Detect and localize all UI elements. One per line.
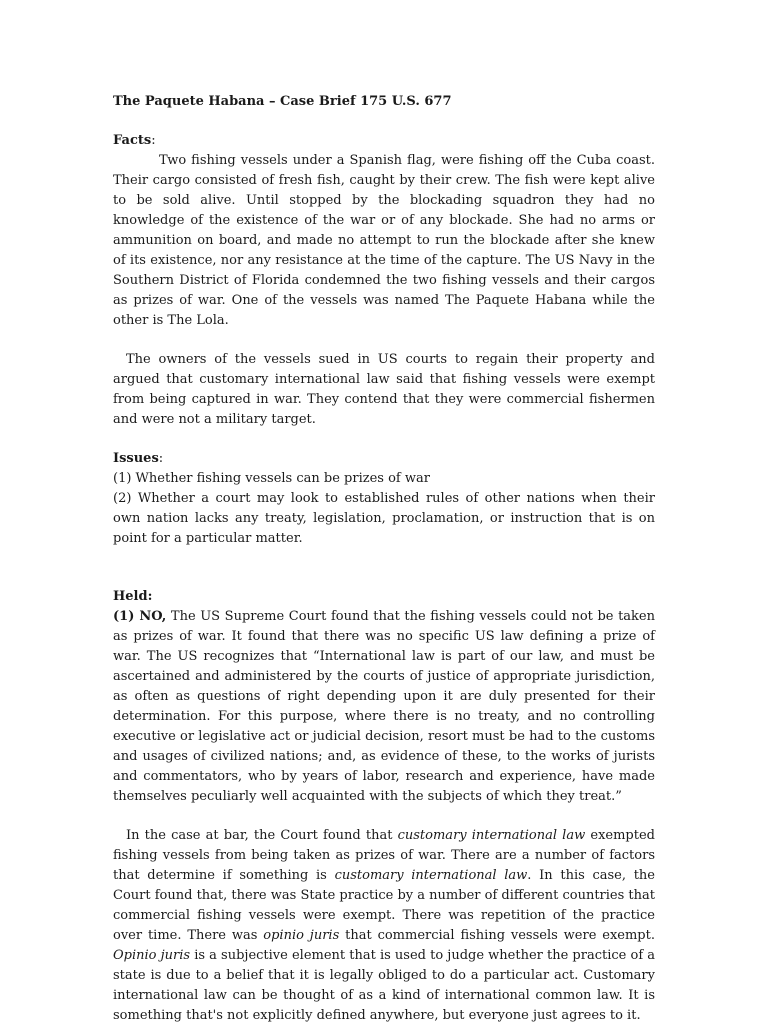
facts-heading-colon: : — [151, 133, 156, 148]
held-p2-emphasis-b: customary international law — [397, 828, 586, 843]
held-p2-part-g: that commercial fishing vessels were exempt. — [339, 928, 655, 943]
held-p2-emphasis-f: opinio juris — [263, 928, 340, 943]
held-p2-part-c: exempted fishing vessels from being taken as prizes of war. There are a number of factors that determine if something is — [113, 828, 655, 883]
facts-paragraph-2: The owners of the vessels sued in US courts to regain their property and argued that customary international law said that fishing vessels were exempt from being captured in war. They contend that they were commercial fishermen and were not a military target. — [113, 352, 655, 427]
held-p2-emphasis-d: customary international law — [334, 868, 528, 883]
held-heading: Held: — [113, 589, 153, 604]
held-paragraph-2 — [113, 826, 655, 1026]
held-p2-emphasis-h: Opinio juris — [113, 948, 191, 963]
held-paragraph-1 — [113, 607, 655, 807]
issues-heading — [113, 449, 655, 469]
document-page — [113, 92, 655, 1026]
issues-heading-colon: : — [158, 451, 164, 466]
held-answer-lead: (1) NO, — [113, 609, 167, 624]
facts-paragraph-1: Two fishing vessels under a Spanish flag, were fishing off the Cuba coast. Their cargo consisted of fresh fish, caught by their crew. The fish were kept alive to be sold alive. Until stopped by the blockading squadron they had no knowledge of the existence of the war or of any blockade. She had no arms or ammunition on board, and made no attempt to run the blockade after she knew of its existence, nor any resistance at the time of the capture. The US Navy in the Southern District of Florida condemned the two fishing vessels and their cargos as prizes of war. One of the vessels was named The Paquete Habana while the other is The Lola. — [113, 153, 655, 328]
facts-heading-text: Facts — [113, 133, 152, 148]
facts-heading — [113, 131, 655, 151]
held-paragraph-1-text: The US Supreme Court found that the fishing vessels could not be taken as prizes of war. It found that there was no specific US law defining a prize of war. The US recognizes that “International law is part of our law, and must be ascertained and administered by the courts of justice of appropriate jurisdiction, as often as questions of right depending upon it are duly presented for their determination. For this purpose, where there is no treaty, and no controlling executive or legislative act or judicial decision, resort must be had to the customs and usages of civilized nations; and, as evidence of these, to the works of jurists and commentators, who by years of labor, research and experience, have made themselves peculiarly well acquainted with the subjects of which they treat.” — [113, 609, 655, 804]
page-title: The Paquete Habana – Case Brief 175 U.S. 677 — [113, 94, 452, 109]
issue-item-1: (1) Whether fishing vessels can be prizes of war — [113, 471, 430, 486]
issues-heading-text: Issues — [113, 451, 159, 466]
issue-item-2: (2) Whether a court may look to established rules of other nations when their own nation lacks any treaty, legislation, proclamation, or instruction that is on point for a particular matter. — [113, 491, 655, 546]
held-p2-part-a: In the case at bar, the Court found that — [126, 828, 398, 843]
held-p2-part-e: . In this case, the Court found that, there was State practice by a number of different countries that commercial fishing vessels were exempt. There was repetition of the practice over time. There was — [113, 868, 655, 943]
held-p2-part-i: is a subjective element that is used to judge whether the practice of a state is due to a belief that it is legally obliged to do a particular act. Customary international law can be thought of as a kind of international common law. It is something that's not explicitly defined anywhere, but everyone just agrees to it. — [113, 948, 656, 1023]
